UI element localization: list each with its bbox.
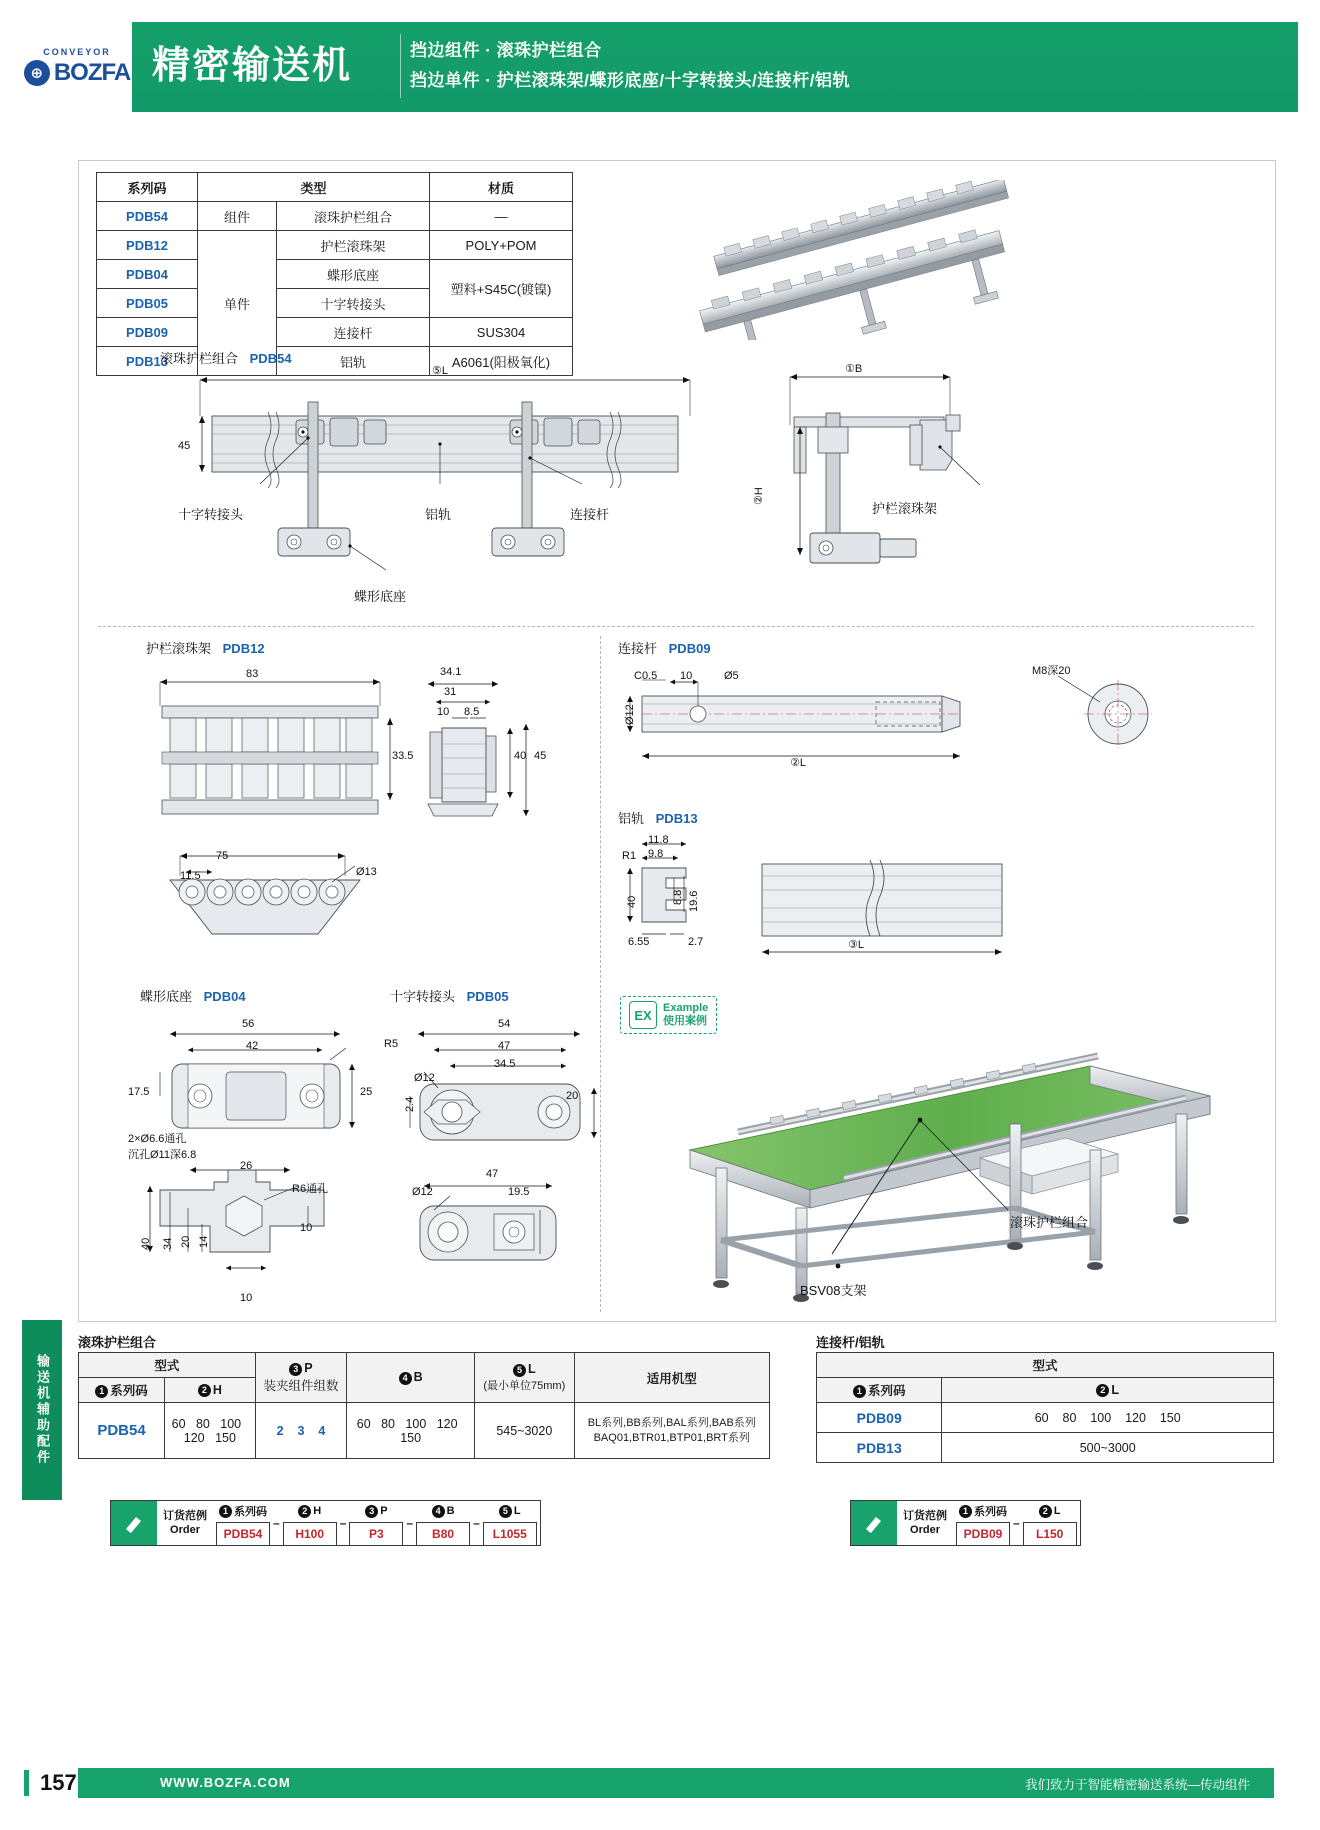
spec-name: 铝轨 [277,347,430,376]
dim-pdb05-34p5: 34.5 [494,1058,516,1070]
pdb12-title [146,638,265,657]
pdb04-title [140,986,246,1005]
spec-material: — [430,202,573,231]
b-80: 80 [381,1416,396,1431]
b-150: 150 [400,1430,422,1445]
callout-alu-rail: 铝轨 [425,507,452,522]
dim-pdb12-33p5: 33.5 [392,750,414,762]
order-value-series-right[interactable]: PDB09 [956,1522,1010,1546]
bottom-right-table [816,1352,1274,1463]
col-p [255,1353,347,1403]
col-h [165,1378,256,1403]
page-header [0,0,1320,130]
spec-header-material: 材质 [430,173,573,202]
l-60: 60 [1034,1410,1049,1425]
order-head-h-label: H [313,1505,322,1517]
spec-name: 十字转接头 [277,289,430,318]
col-b [347,1353,475,1403]
page-title: 精密输送机 [152,45,353,87]
order-label-en: Order [170,1524,200,1536]
dim-pdb05-20: 20 [566,1090,579,1102]
marker-1: 1 [959,1505,972,1518]
dim-pdb13-2p7: 2.7 [688,936,704,948]
table-row [817,1433,1274,1463]
order-value-h[interactable]: H100 [283,1522,337,1546]
bottom-left-table-title: 滚珠护栏组合 [78,1335,157,1350]
callout-roller-frame: 护栏滚珠架 [872,501,938,516]
row-values-pdb13: 500~3000 [942,1433,1274,1463]
dim-pdb05-19p5: 19.5 [508,1186,530,1198]
bottom-right-table-title: 连接杆/铝轨 [816,1335,885,1350]
assembly-title [160,348,292,367]
col-series-label: 系列码 [110,1384,148,1398]
marker-5: 5 [513,1364,526,1377]
marker-4: 4 [432,1505,445,1518]
row-series-code: PDB54 [79,1403,165,1459]
col-series [79,1378,165,1403]
footer-slogan: 我们致力于智能精密输送系统—传动组件 [1024,1778,1250,1792]
pdb09-title [618,638,711,657]
dim-pdb04-20: 20 [180,1235,192,1248]
pencil-icon [851,1501,897,1545]
pdb13-title-text: 铝轨 [618,811,645,826]
spec-code: PDB54 [97,202,198,231]
order-head-series-label: 系列码 [234,1506,267,1518]
dim-pdb13-9p8: 9.8 [648,848,664,860]
order-head-series-right-label: 系列码 [974,1506,1007,1518]
callout-cross-joint: 十字转接头 [178,507,244,522]
h-100: 100 [220,1416,242,1431]
dim-pdb13-11p8: 11.8 [648,834,669,846]
dim-pdb12-31: 31 [444,686,457,698]
col-group-model: 型式 [79,1353,256,1378]
spec-name: 蝶形底座 [277,260,430,289]
spec-material: POLY+POM [430,231,573,260]
logo-top-text: CONVEYOR [43,47,111,57]
l-100: 100 [1090,1410,1112,1425]
pdb13-title [618,808,698,827]
table-row [97,202,573,231]
col-l-right-label: L [1111,1382,1120,1397]
dim-assembly-B: ①B [845,363,863,375]
pdb09-drawing [618,660,1238,790]
order-label-left [157,1509,213,1537]
dim-pdb12-d13: Ø13 [356,866,377,878]
row-model [574,1403,769,1459]
dim-pdb13-r1: R1 [622,850,637,862]
dim-pdb13-8p8: 8.8 [672,889,684,905]
table-row [97,260,573,289]
spec-header-type: 类型 [198,173,430,202]
pdb05-title [390,986,509,1005]
l-150: 150 [1159,1410,1181,1425]
order-value-b[interactable]: B80 [416,1522,470,1546]
spec-material: A6061(阳极氧化) [430,347,573,376]
l-80: 80 [1062,1410,1077,1425]
order-head-p [350,1500,402,1522]
pencil-icon [111,1501,157,1545]
dim-pdb04-26: 26 [240,1160,253,1172]
dim-pdb04-56: 56 [242,1018,255,1030]
b-100: 100 [405,1416,427,1431]
marker-1: 1 [853,1385,866,1398]
order-value-l[interactable]: L1055 [483,1522,537,1546]
p-2: 2 [276,1423,284,1438]
order-label-en-right: Order [910,1524,940,1536]
dim-pdb13-19p6: 19.6 [688,890,700,912]
spec-code: PDB09 [97,318,198,347]
model-line-2: BAQ01,BTR01,BTP01,BRT系列 [593,1431,750,1444]
order-dash: – [1013,1516,1020,1530]
marker-3: 3 [365,1505,378,1518]
example-badge [620,996,717,1034]
h-120: 120 [183,1430,205,1445]
marker-4: 4 [399,1372,412,1385]
col-p-label: P [304,1361,313,1376]
b-120: 120 [436,1416,458,1431]
pdb12-section-view [406,662,556,832]
dim-pdb13-6p55: 6.55 [628,936,650,948]
marker-2: 2 [1039,1505,1052,1518]
dim-assembly-L: ⑤L [432,365,448,377]
dim-pdb04-r6: R6通孔 [292,1183,329,1195]
col-series-right-label: 系列码 [867,1384,906,1398]
spec-code: PDB12 [97,231,198,260]
spec-name: 护栏滚珠架 [277,231,430,260]
order-value-series[interactable]: PDB54 [216,1522,270,1546]
order-example-left [110,1500,541,1546]
pdb04-title-text: 蝶形底座 [140,989,193,1004]
dim-pdb05-d12: Ø12 [414,1072,435,1084]
spec-type: 组件 [198,202,277,231]
dim-pdb09-c05: C0.5 [634,670,658,682]
marker-2: 2 [198,1384,211,1397]
col-h-label: H [212,1382,222,1397]
col-l-right [942,1378,1274,1403]
col-l [475,1353,574,1403]
table-row [79,1403,770,1459]
globe-icon: ⊕ [24,60,50,86]
order-dash: – [339,1516,347,1530]
spec-name: 滚珠护栏组合 [277,202,430,231]
spec-material: SUS304 [430,318,573,347]
order-head-l-label: L [513,1505,521,1517]
pdb12-code: PDB12 [222,641,265,656]
assembly-code: PDB54 [249,351,292,366]
order-label-cn: 订货范例 [163,1510,207,1522]
dim-pdb09-m8: M8深20 [1032,665,1071,677]
h-150: 150 [215,1430,236,1445]
example-label-en: Example [663,1002,709,1014]
bottom-left-table [78,1352,770,1459]
order-head-b-label: B [446,1505,455,1517]
logo-brand-name: BOZFA [53,59,131,86]
order-head-l [484,1500,536,1522]
table-row [97,231,573,260]
callout-example-frame: BSV08支架 [800,1283,867,1298]
dim-pdb09-L: ②L [790,757,806,769]
order-head-series-right [957,1500,1009,1522]
dim-pdb04-r5: R5 [384,1038,399,1050]
example-photo [620,1040,1250,1310]
header-subtitle [410,36,850,96]
order-head-b [417,1500,469,1522]
dim-pdb05-47b: 47 [486,1168,499,1180]
row-series-pdb13: PDB13 [817,1433,942,1463]
dim-pdb12-11p5: 11.5 [180,870,201,882]
row-b-values [347,1403,475,1459]
dim-pdb12-34p1: 34.1 [440,666,462,678]
order-dash: – [406,1516,414,1530]
spec-material: 塑料+S45C(镀镍) [430,260,573,318]
assembly-side-view [770,365,1030,615]
model-line-1: BL系列,BB系列,BAL系列,BAB系列 [587,1416,756,1429]
order-value-p[interactable]: P3 [349,1522,403,1546]
page-number-tick [24,1770,29,1796]
dim-pdb05-d12b: Ø12 [412,1186,433,1198]
header-subtitle-line1: 挡边组件 · 滚珠护栏组合 [410,41,602,60]
spec-code: PDB05 [97,289,198,318]
col-model: 适用机型 [574,1353,769,1403]
marker-2: 2 [298,1505,311,1518]
spec-type: 单件 [198,231,277,376]
pdb05-drawing [390,1010,630,1300]
dim-assembly-H: ②H [753,487,765,505]
order-head-l-right-label: L [1053,1505,1061,1517]
b-60: 60 [356,1416,371,1431]
dim-pdb09-d12: Ø12 [624,704,636,725]
logo [22,22,132,112]
pdb09-code: PDB09 [668,641,711,656]
spec-header-series: 系列码 [97,173,198,202]
pdb13-code: PDB13 [655,811,698,826]
h-60: 60 [171,1416,186,1431]
dim-pdb12-45: 45 [534,750,547,762]
spec-code: PDB04 [97,260,198,289]
pdb05-code: PDB05 [466,989,509,1004]
order-label-right [897,1509,953,1537]
callout-link-rod: 连接杆 [570,507,610,522]
dim-pdb12-75: 75 [216,850,229,862]
col-b-label: B [413,1370,423,1385]
pdb12-title-text: 护栏滚珠架 [146,641,212,656]
dim-pdb04-10: 10 [300,1222,313,1234]
marker-1: 1 [219,1505,232,1518]
marker-1: 1 [95,1385,108,1398]
h-80: 80 [195,1416,210,1431]
dim-pdb13-L: ③L [848,939,864,951]
dim-pdb04-10b: 10 [240,1292,253,1304]
dim-pdb12-8p5: 8.5 [464,706,480,718]
col-series-right [817,1378,942,1403]
table-row [97,318,573,347]
order-head-series [217,1500,269,1522]
order-head-p-label: P [380,1505,388,1517]
row-p-values [255,1403,347,1459]
callout-butterfly-base: 蝶形底座 [354,589,407,604]
side-tab-label: 输送机辅助配件 [35,1354,50,1466]
assembly-title-text: 滚珠护栏组合 [160,351,239,366]
spec-code: PDB13 [97,347,198,376]
dim-pdb04-17p5: 17.5 [128,1086,150,1098]
product-photo-rollerrail [680,180,1060,340]
order-head-h [284,1500,336,1522]
dim-pdb12-10: 10 [437,706,450,718]
dim-pdb09-10: 10 [680,670,693,682]
order-fields-left [213,1500,540,1546]
dim-pdb04-thruhole: 2×Ø6.6通孔 [128,1133,187,1145]
marker-2: 2 [1096,1384,1109,1397]
dim-pdb05-2p4: 2.4 [404,1096,416,1112]
footer-website: WWW.BOZFA.COM [160,1775,291,1790]
section-divider-1 [98,626,1254,627]
header-divider [400,34,401,98]
order-head-l-right [1024,1500,1076,1522]
table-row [817,1403,1274,1433]
order-label-cn-right: 订货范例 [903,1510,947,1522]
dim-pdb09-d5: Ø5 [724,670,739,682]
row-h-values [165,1403,256,1459]
order-fields-right [953,1500,1080,1546]
dim-pdb13-40: 40 [626,895,638,908]
l-120: 120 [1125,1410,1146,1425]
dim-pdb04-14: 14 [198,1235,210,1248]
p-4: 4 [318,1423,326,1438]
spec-table [96,172,573,376]
row-series-pdb09: PDB09 [817,1403,942,1433]
dim-pdb12-40: 40 [514,750,527,762]
dim-pdb04-40: 40 [140,1237,152,1250]
order-dash: – [273,1516,280,1530]
dim-pdb04-counterbore: 沉孔Ø11深6.8 [128,1149,197,1161]
col-group-model-right: 型式 [817,1353,1274,1378]
dim-pdb05-47: 47 [498,1040,511,1052]
order-value-l-right[interactable]: L150 [1023,1522,1077,1546]
dim-pdb12-83: 83 [246,668,259,680]
row-values-pdb09 [942,1403,1274,1433]
col-l-sub: (最小单位75mm) [483,1379,566,1392]
pdb04-code: PDB04 [203,989,246,1004]
header-subtitle-line2: 挡边单件 · 护栏滚珠架/蝶形底座/十字转接头/连接杆/铝轨 [410,71,850,90]
col-l-label: L [527,1362,536,1377]
pdb09-title-text: 连接杆 [618,641,658,656]
ex-icon: EX [629,1001,657,1029]
col-p-sub: 装夹组件组数 [263,1378,339,1393]
marker-5: 5 [499,1505,512,1518]
p-3: 3 [297,1423,305,1438]
callout-example-rail: 滚珠护栏组合 [1010,1215,1089,1230]
side-tab-category [22,1320,62,1500]
dim-pdb05-54: 54 [498,1018,511,1030]
spec-name: 连接杆 [277,318,430,347]
marker-3: 3 [289,1363,302,1376]
dim-pdb04-34: 34 [162,1237,174,1250]
row-l-value: 545~3020 [475,1403,574,1459]
example-label-cn: 使用案例 [663,1015,707,1027]
pdb05-title-text: 十字转接头 [390,989,456,1004]
order-dash: – [473,1516,480,1530]
dim-pdb04-42: 42 [246,1040,259,1052]
order-example-right [850,1500,1081,1546]
dim-pdb04-25: 25 [360,1086,373,1098]
dim-assembly-45: 45 [178,440,191,452]
assembly-front-view [190,368,710,618]
page-number: 157 [40,1770,77,1795]
